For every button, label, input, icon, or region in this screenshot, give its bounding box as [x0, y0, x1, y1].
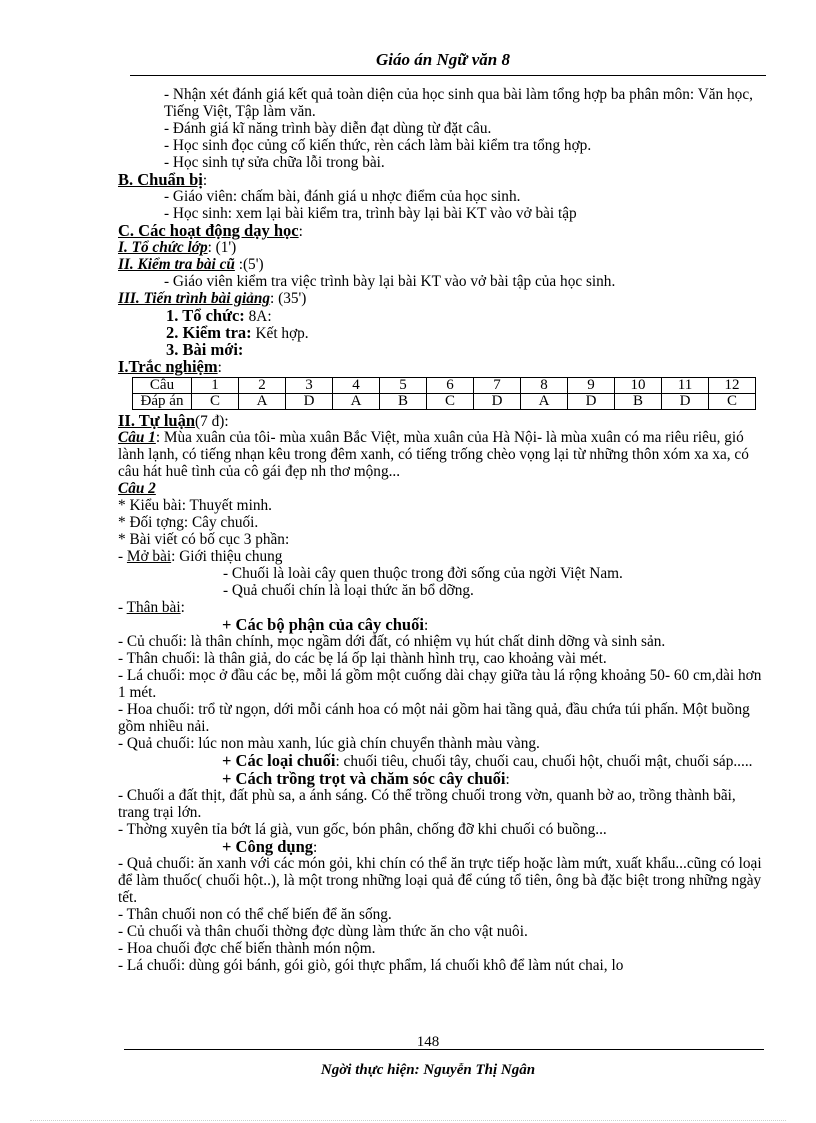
check-line	[118, 256, 768, 273]
bottom-dotted-rule	[30, 1120, 786, 1121]
intro-label: Mở bài	[126, 548, 172, 565]
prep-item: - Giáo viên: chấm bài, đánh giá u nhợc điểm của học sinh.	[164, 188, 521, 205]
question-number-cell: 10	[615, 378, 662, 394]
quiz-heading: I.Trắc nghiệm	[118, 357, 218, 376]
question-number-cell: 11	[662, 378, 709, 394]
essay-points: (7 đ):	[195, 413, 229, 430]
care-colon: :	[505, 771, 510, 788]
step2-label: 2. Kiểm tra:	[166, 323, 252, 342]
question-number-cell: 1	[192, 378, 239, 394]
intro-line: - Mở bài: Giới thiệu chung	[118, 548, 283, 565]
prep-colon: :	[202, 172, 208, 189]
answer-cell: D	[286, 394, 333, 410]
parts-item: - Hoa chuối: trổ từ ngọn, dới mỗi cánh hoa có một nải gồm hai tầng quả, đầu chứa túi phấn. Một buồng gồm nhiều nải.	[118, 701, 750, 735]
activities-colon: :	[298, 223, 303, 240]
question-number-cell: 2	[239, 378, 286, 394]
essay-layout-line: * Bài viết có bố cục 3 phần:	[118, 531, 290, 548]
intro-item: - Chuối là loài cây quen thuộc trong đời sống của ngời Việt Nam.	[223, 565, 623, 582]
care-item: - Chuối a đất thịt, đất phù sa, a ánh sáng. Có thể trồng chuối trong vờn, quanh bờ ao, trồng thành bãi, trang trại lớn.	[118, 787, 736, 821]
page-header-title: Giáo án Ngữ văn 8	[376, 50, 510, 69]
body-label: Thân bài	[126, 599, 181, 616]
answer-cell: A	[239, 394, 286, 410]
answer-cell: A	[333, 394, 380, 410]
step2-value: Kết hợp.	[251, 325, 309, 342]
objective-item: - Học sinh tự sửa chữa lỗi trong bài.	[164, 154, 385, 171]
uses-heading-line	[118, 838, 768, 855]
step3-line	[118, 341, 768, 358]
answer-table-header-cell: Đáp án	[133, 394, 192, 410]
essay-heading-line	[118, 412, 768, 429]
question-2-line	[118, 480, 768, 497]
question-number-cell: 4	[333, 378, 380, 394]
question-number-cell: 7	[474, 378, 521, 394]
uses-item: - Lá chuối: dùng gói bánh, gói giò, gói thực phẩm, lá chuối khô để làm nút chai, lo	[118, 957, 624, 974]
kinds-text: : chuối tiêu, chuối tây, chuối cau, chuối hột, chuối mật, chuối sáp.....	[335, 753, 753, 770]
parts-heading: + Các bộ phận của cây chuối	[222, 615, 424, 634]
objective-item: - Đánh giá kĩ năng trình bày diễn đạt dùng từ đặt câu.	[164, 120, 492, 137]
step2-line	[118, 324, 768, 341]
answer-table	[132, 377, 756, 410]
prep-heading: B. Chuẩn bị	[118, 170, 203, 189]
author-footer: Ngời thực hiện: Nguyễn Thị Ngân	[320, 1062, 536, 1078]
quiz-heading-line	[118, 358, 768, 375]
question-number-cell: 5	[380, 378, 427, 394]
uses-heading: + Công dụng	[222, 837, 314, 856]
answer-cell: A	[521, 394, 568, 410]
question-1-label: Câu 1	[118, 429, 156, 446]
step1-value: 8A:	[244, 308, 272, 325]
progress-line	[118, 290, 768, 307]
parts-item: - Củ chuối: là thân chính, mọc ngầm dới đất, có nhiệm vụ hút chất dinh dỡng và sinh sản.	[118, 633, 666, 650]
org-label: I. Tổ chức lớp	[118, 239, 208, 256]
page-number: 148	[416, 1034, 440, 1050]
question-1-answer	[118, 429, 768, 480]
step1-line	[118, 307, 768, 324]
essay-heading: II. Tự luận	[118, 411, 196, 430]
intro-text: : Giới thiệu chung	[171, 548, 283, 565]
step1-label: 1. Tổ chức:	[166, 306, 245, 325]
question-number-cell: 8	[521, 378, 568, 394]
header-rule	[130, 75, 766, 76]
answer-cell: D	[474, 394, 521, 410]
answer-cell: B	[615, 394, 662, 410]
essay-subject-line: * Đối tợng: Cây chuối.	[118, 514, 259, 531]
parts-item: - Lá chuối: mọc ở đầu các bẹ, mỗi lá gồm một cuống dài chạy giữa tàu lá rộng khoảng 50- 60 cm,dài hơn 1 mét.	[118, 667, 762, 701]
care-heading: + Cách trồng trọt và chăm sóc cây chuối	[222, 769, 506, 788]
uses-item: - Củ chuối và thân chuối thờng đợc dùng làm thức ăn cho vật nuôi.	[118, 923, 528, 940]
check-label: II. Kiểm tra bài cũ	[118, 256, 235, 273]
answer-cell: D	[568, 394, 615, 410]
activities-heading-line	[118, 222, 768, 239]
org-line	[118, 239, 768, 256]
uses-item: - Thân chuối non có thể chế biến để ăn sống.	[118, 906, 392, 923]
care-item: - Thờng xuyên tỉa bớt lá già, vun gốc, bón phân, chống đỡ khi chuối có buồng...	[118, 821, 607, 838]
answer-cell: C	[192, 394, 239, 410]
check-value: :(5')	[234, 256, 264, 273]
step3-label: 3. Bài mới:	[166, 340, 244, 359]
objective-item: - Nhận xét đánh giá kết quả toàn diện của học sinh qua bài làm tổng hợp ba phân môn: Văn học, Tiếng Việt, Tập làm văn.	[164, 86, 753, 120]
objective-item: - Học sinh đọc củng cố kiến thức, rèn cách làm bài kiểm tra tổng hợp.	[164, 137, 592, 154]
quiz-colon: :	[217, 359, 222, 376]
prep-item: - Học sinh: xem lại bài kiểm tra, trình bày lại bài KT vào vở bài tập	[164, 205, 577, 222]
parts-item: - Thân chuối: là thân giả, do các bẹ lá ốp lại thành hình trụ, cao khoảng vài mét.	[118, 650, 607, 667]
kinds-paragraph	[118, 752, 768, 770]
question-1-text: : Mùa xuân của tôi- mùa xuân Bắc Việt, mùa xuân của Hà Nội- là mùa xuân có ma riêu riêu, gió lành lạnh, có tiếng nhạn kêu trong đêm xanh, có tiếng trống chèo vọng lại từ những thôn xóm xa xa, có câu hát huê tình của cô gái đẹp nh thơ mộng...	[118, 429, 749, 480]
uses-item: - Hoa chuối đợc chế biến thành món nộm.	[118, 940, 376, 957]
parts-colon: :	[423, 617, 429, 634]
activities-heading: C. Các hoạt động dạy học	[118, 221, 299, 240]
progress-value: : (35')	[270, 290, 307, 307]
answer-cell: C	[709, 394, 756, 410]
care-heading-line	[118, 770, 768, 787]
question-number-cell: 3	[286, 378, 333, 394]
question-number-cell: 6	[427, 378, 474, 394]
answer-table-number-row	[133, 378, 756, 394]
question-number-cell: 12	[709, 378, 756, 394]
uses-item: - Quả chuối: ăn xanh với các món gỏi, khi chín có thể ăn trực tiếp hoặc làm mứt, xuất khẩu...cũng có loại để làm thuốc( chuối hột..), là một trong những loại quả để cúng tổ tiên, ông bà đặc biệt trong những ngày tết.	[118, 855, 762, 906]
answer-cell: D	[662, 394, 709, 410]
body-colon: :	[180, 599, 185, 616]
parts-item: - Quả chuối: lúc non màu xanh, lúc già chín chuyển thành màu vàng.	[118, 735, 540, 752]
question-2-label: Câu 2	[118, 480, 156, 497]
prep-heading-line	[118, 171, 768, 188]
kinds-heading: + Các loại chuối	[222, 751, 336, 770]
org-value: : (1')	[207, 239, 237, 256]
answer-table-answer-row	[133, 394, 756, 410]
parts-heading-line	[118, 616, 768, 633]
answer-cell: B	[380, 394, 427, 410]
uses-colon: :	[313, 839, 318, 856]
answer-table-header-cell: Câu	[133, 378, 192, 394]
check-item: - Giáo viên kiểm tra việc trình bày lại bài KT vào vở bài tập của học sinh.	[164, 273, 616, 290]
essay-type-line: * Kiểu bài: Thuyết minh.	[118, 497, 272, 514]
progress-label: III. Tiến trình bài giảng	[118, 290, 271, 307]
answer-cell: C	[427, 394, 474, 410]
intro-item: - Quả chuối chín là loại thức ăn bổ dỡng.	[223, 582, 474, 599]
body-line: - Thân bài:	[118, 599, 185, 616]
lesson-content	[118, 86, 768, 974]
question-number-cell: 9	[568, 378, 615, 394]
